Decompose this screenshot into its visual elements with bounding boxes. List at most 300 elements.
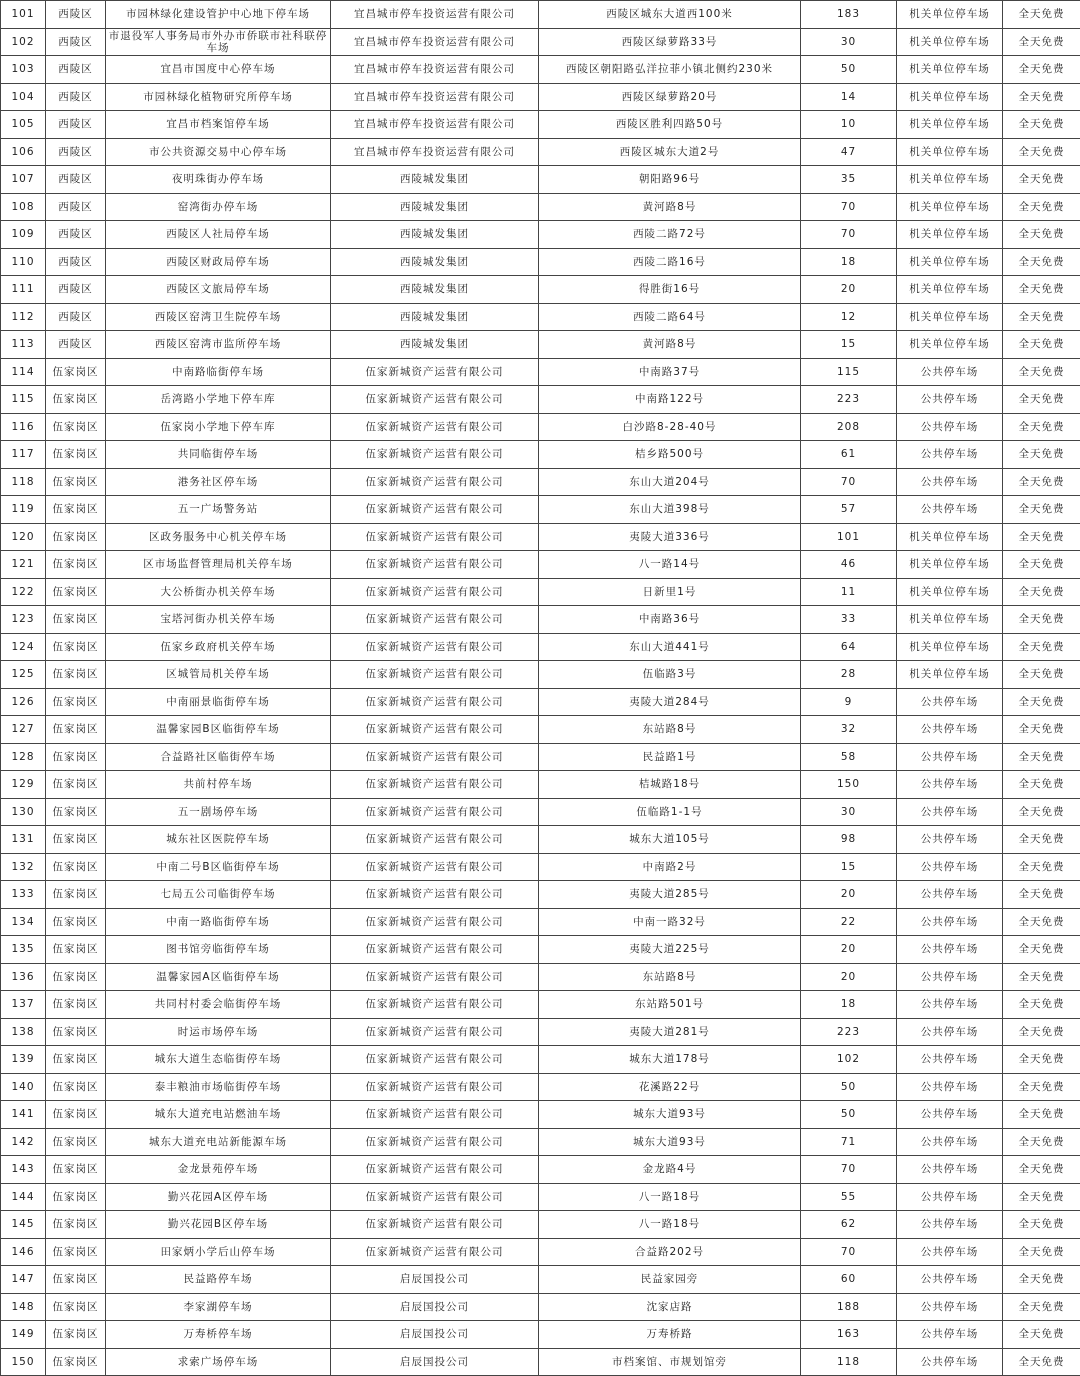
district-cell: 伍家岗区 bbox=[46, 496, 106, 524]
row-number-cell: 124 bbox=[1, 633, 46, 661]
fee-cell: 全天免费 bbox=[1003, 1073, 1080, 1101]
parking-type-cell: 公共停车场 bbox=[897, 936, 1003, 964]
parking-lot-name-cell: 中南二号B区临街停车场 bbox=[106, 853, 331, 881]
fee-cell: 全天免费 bbox=[1003, 358, 1080, 386]
table-row bbox=[1, 551, 1080, 579]
parking-type-cell: 公共停车场 bbox=[897, 386, 1003, 414]
row-number-cell: 107 bbox=[1, 166, 46, 194]
table-row bbox=[1, 1156, 1080, 1184]
table-row bbox=[1, 138, 1080, 166]
space-count-cell: 10 bbox=[801, 111, 897, 139]
row-number-cell: 105 bbox=[1, 111, 46, 139]
district-cell: 伍家岗区 bbox=[46, 771, 106, 799]
fee-cell: 全天免费 bbox=[1003, 688, 1080, 716]
address-cell: 中南路2号 bbox=[539, 853, 801, 881]
space-count-cell: 60 bbox=[801, 1266, 897, 1294]
parking-lot-name-cell: 求索广场停车场 bbox=[106, 1348, 331, 1376]
table-row bbox=[1, 166, 1080, 194]
operator-cell: 伍家新城资产运营有限公司 bbox=[331, 1073, 539, 1101]
space-count-cell: 163 bbox=[801, 1321, 897, 1349]
parking-type-cell: 公共停车场 bbox=[897, 826, 1003, 854]
space-count-cell: 150 bbox=[801, 771, 897, 799]
district-cell: 伍家岗区 bbox=[46, 991, 106, 1019]
parking-lot-name-cell: 城东大道充电站燃油车场 bbox=[106, 1101, 331, 1129]
table-row bbox=[1, 1238, 1080, 1266]
table-row bbox=[1, 1348, 1080, 1376]
space-count-cell: 28 bbox=[801, 661, 897, 689]
parking-type-cell: 机关单位停车场 bbox=[897, 633, 1003, 661]
table-row bbox=[1, 386, 1080, 414]
fee-cell: 全天免费 bbox=[1003, 1101, 1080, 1129]
fee-cell: 全天免费 bbox=[1003, 386, 1080, 414]
parking-type-cell: 公共停车场 bbox=[897, 853, 1003, 881]
address-cell: 伍临路1-1号 bbox=[539, 798, 801, 826]
row-number-cell: 109 bbox=[1, 221, 46, 249]
table-body bbox=[1, 1, 1080, 1376]
row-number-cell: 116 bbox=[1, 413, 46, 441]
table-row bbox=[1, 633, 1080, 661]
row-number-cell: 114 bbox=[1, 358, 46, 386]
district-cell: 伍家岗区 bbox=[46, 1183, 106, 1211]
fee-cell: 全天免费 bbox=[1003, 1211, 1080, 1239]
operator-cell: 宜昌城市停车投资运营有限公司 bbox=[331, 138, 539, 166]
address-cell: 市档案馆、市规划馆旁 bbox=[539, 1348, 801, 1376]
parking-type-cell: 公共停车场 bbox=[897, 1018, 1003, 1046]
address-cell: 夷陵大道336号 bbox=[539, 523, 801, 551]
district-cell: 伍家岗区 bbox=[46, 1321, 106, 1349]
address-cell: 沈家店路 bbox=[539, 1293, 801, 1321]
space-count-cell: 57 bbox=[801, 496, 897, 524]
table-row bbox=[1, 853, 1080, 881]
district-cell: 伍家岗区 bbox=[46, 1073, 106, 1101]
row-number-cell: 123 bbox=[1, 606, 46, 634]
address-cell: 黄河路8号 bbox=[539, 331, 801, 359]
row-number-cell: 127 bbox=[1, 716, 46, 744]
row-number-cell: 113 bbox=[1, 331, 46, 359]
district-cell: 西陵区 bbox=[46, 221, 106, 249]
table-row bbox=[1, 276, 1080, 304]
row-number-cell: 125 bbox=[1, 661, 46, 689]
operator-cell: 宜昌城市停车投资运营有限公司 bbox=[331, 28, 539, 56]
fee-cell: 全天免费 bbox=[1003, 1156, 1080, 1184]
parking-type-cell: 公共停车场 bbox=[897, 771, 1003, 799]
space-count-cell: 11 bbox=[801, 578, 897, 606]
parking-type-cell: 公共停车场 bbox=[897, 1101, 1003, 1129]
fee-cell: 全天免费 bbox=[1003, 138, 1080, 166]
operator-cell: 伍家新城资产运营有限公司 bbox=[331, 936, 539, 964]
parking-lot-name-cell: 共同临街停车场 bbox=[106, 441, 331, 469]
space-count-cell: 70 bbox=[801, 193, 897, 221]
district-cell: 伍家岗区 bbox=[46, 881, 106, 909]
fee-cell: 全天免费 bbox=[1003, 606, 1080, 634]
fee-cell: 全天免费 bbox=[1003, 166, 1080, 194]
parking-type-cell: 机关单位停车场 bbox=[897, 193, 1003, 221]
operator-cell: 伍家新城资产运营有限公司 bbox=[331, 523, 539, 551]
address-cell: 民益家园旁 bbox=[539, 1266, 801, 1294]
district-cell: 伍家岗区 bbox=[46, 798, 106, 826]
space-count-cell: 47 bbox=[801, 138, 897, 166]
operator-cell: 宜昌城市停车投资运营有限公司 bbox=[331, 83, 539, 111]
district-cell: 伍家岗区 bbox=[46, 413, 106, 441]
operator-cell: 启辰国投公司 bbox=[331, 1321, 539, 1349]
operator-cell: 伍家新城资产运营有限公司 bbox=[331, 826, 539, 854]
space-count-cell: 12 bbox=[801, 303, 897, 331]
district-cell: 伍家岗区 bbox=[46, 386, 106, 414]
district-cell: 西陵区 bbox=[46, 28, 106, 56]
parking-lot-name-cell: 宜昌市国度中心停车场 bbox=[106, 56, 331, 84]
row-number-cell: 131 bbox=[1, 826, 46, 854]
address-cell: 万寿桥路 bbox=[539, 1321, 801, 1349]
address-cell: 黄河路8号 bbox=[539, 193, 801, 221]
parking-lot-name-cell: 时运市场停车场 bbox=[106, 1018, 331, 1046]
fee-cell: 全天免费 bbox=[1003, 468, 1080, 496]
table-row bbox=[1, 908, 1080, 936]
row-number-cell: 101 bbox=[1, 1, 46, 29]
space-count-cell: 15 bbox=[801, 853, 897, 881]
district-cell: 伍家岗区 bbox=[46, 1293, 106, 1321]
space-count-cell: 98 bbox=[801, 826, 897, 854]
parking-lot-name-cell: 金龙景苑停车场 bbox=[106, 1156, 331, 1184]
operator-cell: 启辰国投公司 bbox=[331, 1348, 539, 1376]
address-cell: 西陵区朝阳路弘洋拉菲小镇北侧约230米 bbox=[539, 56, 801, 84]
space-count-cell: 32 bbox=[801, 716, 897, 744]
district-cell: 伍家岗区 bbox=[46, 578, 106, 606]
district-cell: 伍家岗区 bbox=[46, 523, 106, 551]
parking-lot-name-cell: 市公共资源交易中心停车场 bbox=[106, 138, 331, 166]
table-row bbox=[1, 578, 1080, 606]
district-cell: 伍家岗区 bbox=[46, 551, 106, 579]
table-row bbox=[1, 1211, 1080, 1239]
district-cell: 伍家岗区 bbox=[46, 1211, 106, 1239]
space-count-cell: 102 bbox=[801, 1046, 897, 1074]
fee-cell: 全天免费 bbox=[1003, 771, 1080, 799]
row-number-cell: 141 bbox=[1, 1101, 46, 1129]
table-row bbox=[1, 936, 1080, 964]
operator-cell: 伍家新城资产运营有限公司 bbox=[331, 1238, 539, 1266]
table-row bbox=[1, 716, 1080, 744]
table-row bbox=[1, 1266, 1080, 1294]
fee-cell: 全天免费 bbox=[1003, 56, 1080, 84]
parking-type-cell: 公共停车场 bbox=[897, 1046, 1003, 1074]
parking-lot-name-cell: 港务社区停车场 bbox=[106, 468, 331, 496]
row-number-cell: 133 bbox=[1, 881, 46, 909]
address-cell: 夷陵大道285号 bbox=[539, 881, 801, 909]
district-cell: 西陵区 bbox=[46, 138, 106, 166]
parking-lot-name-cell: 民益路停车场 bbox=[106, 1266, 331, 1294]
row-number-cell: 106 bbox=[1, 138, 46, 166]
table-row bbox=[1, 111, 1080, 139]
fee-cell: 全天免费 bbox=[1003, 83, 1080, 111]
parking-type-cell: 机关单位停车场 bbox=[897, 83, 1003, 111]
operator-cell: 西陵城发集团 bbox=[331, 193, 539, 221]
parking-type-cell: 机关单位停车场 bbox=[897, 111, 1003, 139]
operator-cell: 伍家新城资产运营有限公司 bbox=[331, 386, 539, 414]
district-cell: 伍家岗区 bbox=[46, 661, 106, 689]
fee-cell: 全天免费 bbox=[1003, 221, 1080, 249]
row-number-cell: 119 bbox=[1, 496, 46, 524]
district-cell: 伍家岗区 bbox=[46, 606, 106, 634]
operator-cell: 宜昌城市停车投资运营有限公司 bbox=[331, 1, 539, 29]
parking-lot-name-cell: 田家炳小学后山停车场 bbox=[106, 1238, 331, 1266]
district-cell: 伍家岗区 bbox=[46, 1101, 106, 1129]
operator-cell: 伍家新城资产运营有限公司 bbox=[331, 1046, 539, 1074]
operator-cell: 伍家新城资产运营有限公司 bbox=[331, 688, 539, 716]
fee-cell: 全天免费 bbox=[1003, 276, 1080, 304]
fee-cell: 全天免费 bbox=[1003, 1, 1080, 29]
address-cell: 西陵区城东大道2号 bbox=[539, 138, 801, 166]
parking-type-cell: 机关单位停车场 bbox=[897, 1, 1003, 29]
district-cell: 伍家岗区 bbox=[46, 826, 106, 854]
district-cell: 伍家岗区 bbox=[46, 1238, 106, 1266]
row-number-cell: 149 bbox=[1, 1321, 46, 1349]
address-cell: 日新里1号 bbox=[539, 578, 801, 606]
parking-lot-name-cell: 伍家乡政府机关停车场 bbox=[106, 633, 331, 661]
operator-cell: 伍家新城资产运营有限公司 bbox=[331, 358, 539, 386]
address-cell: 城东大道105号 bbox=[539, 826, 801, 854]
row-number-cell: 146 bbox=[1, 1238, 46, 1266]
row-number-cell: 138 bbox=[1, 1018, 46, 1046]
table-row bbox=[1, 56, 1080, 84]
district-cell: 伍家岗区 bbox=[46, 468, 106, 496]
parking-lot-name-cell: 大公桥街办机关停车场 bbox=[106, 578, 331, 606]
parking-type-cell: 公共停车场 bbox=[897, 1211, 1003, 1239]
operator-cell: 西陵城发集团 bbox=[331, 166, 539, 194]
parking-lot-name-cell: 区政务服务中心机关停车场 bbox=[106, 523, 331, 551]
district-cell: 伍家岗区 bbox=[46, 441, 106, 469]
address-cell: 东站路8号 bbox=[539, 963, 801, 991]
operator-cell: 伍家新城资产运营有限公司 bbox=[331, 413, 539, 441]
parking-type-cell: 公共停车场 bbox=[897, 468, 1003, 496]
space-count-cell: 70 bbox=[801, 1238, 897, 1266]
row-number-cell: 137 bbox=[1, 991, 46, 1019]
space-count-cell: 46 bbox=[801, 551, 897, 579]
table-row bbox=[1, 248, 1080, 276]
address-cell: 东山大道441号 bbox=[539, 633, 801, 661]
fee-cell: 全天免费 bbox=[1003, 441, 1080, 469]
parking-lot-name-cell: 共同村村委会临街停车场 bbox=[106, 991, 331, 1019]
fee-cell: 全天免费 bbox=[1003, 798, 1080, 826]
address-cell: 中南路122号 bbox=[539, 386, 801, 414]
row-number-cell: 145 bbox=[1, 1211, 46, 1239]
district-cell: 西陵区 bbox=[46, 1, 106, 29]
parking-lot-name-cell: 城东大道充电站新能源车场 bbox=[106, 1128, 331, 1156]
address-cell: 西陵区胜利四路50号 bbox=[539, 111, 801, 139]
district-cell: 伍家岗区 bbox=[46, 688, 106, 716]
fee-cell: 全天免费 bbox=[1003, 826, 1080, 854]
fee-cell: 全天免费 bbox=[1003, 1183, 1080, 1211]
table-row bbox=[1, 1183, 1080, 1211]
parking-lot-name-cell: 区市场监督管理局机关停车场 bbox=[106, 551, 331, 579]
parking-type-cell: 机关单位停车场 bbox=[897, 221, 1003, 249]
parking-lot-name-cell: 西陵区窑湾卫生院停车场 bbox=[106, 303, 331, 331]
table-row bbox=[1, 991, 1080, 1019]
parking-type-cell: 机关单位停车场 bbox=[897, 303, 1003, 331]
operator-cell: 宜昌城市停车投资运营有限公司 bbox=[331, 111, 539, 139]
operator-cell: 伍家新城资产运营有限公司 bbox=[331, 1156, 539, 1184]
address-cell: 八一路18号 bbox=[539, 1183, 801, 1211]
fee-cell: 全天免费 bbox=[1003, 908, 1080, 936]
table-row bbox=[1, 28, 1080, 56]
parking-type-cell: 机关单位停车场 bbox=[897, 331, 1003, 359]
parking-lot-name-cell: 图书馆旁临街停车场 bbox=[106, 936, 331, 964]
table-row bbox=[1, 661, 1080, 689]
address-cell: 八一路18号 bbox=[539, 1211, 801, 1239]
address-cell: 伍临路3号 bbox=[539, 661, 801, 689]
table-row bbox=[1, 743, 1080, 771]
operator-cell: 伍家新城资产运营有限公司 bbox=[331, 468, 539, 496]
row-number-cell: 110 bbox=[1, 248, 46, 276]
address-cell: 民益路1号 bbox=[539, 743, 801, 771]
table-row bbox=[1, 303, 1080, 331]
parking-lot-name-cell: 区城管局机关停车场 bbox=[106, 661, 331, 689]
district-cell: 伍家岗区 bbox=[46, 633, 106, 661]
fee-cell: 全天免费 bbox=[1003, 1321, 1080, 1349]
space-count-cell: 188 bbox=[801, 1293, 897, 1321]
space-count-cell: 71 bbox=[801, 1128, 897, 1156]
district-cell: 西陵区 bbox=[46, 166, 106, 194]
address-cell: 城东大道178号 bbox=[539, 1046, 801, 1074]
address-cell: 夷陵大道225号 bbox=[539, 936, 801, 964]
address-cell: 夷陵大道284号 bbox=[539, 688, 801, 716]
district-cell: 西陵区 bbox=[46, 193, 106, 221]
operator-cell: 伍家新城资产运营有限公司 bbox=[331, 633, 539, 661]
space-count-cell: 115 bbox=[801, 358, 897, 386]
fee-cell: 全天免费 bbox=[1003, 1046, 1080, 1074]
fee-cell: 全天免费 bbox=[1003, 936, 1080, 964]
fee-cell: 全天免费 bbox=[1003, 111, 1080, 139]
space-count-cell: 50 bbox=[801, 56, 897, 84]
parking-type-cell: 机关单位停车场 bbox=[897, 56, 1003, 84]
district-cell: 西陵区 bbox=[46, 276, 106, 304]
parking-lot-name-cell: 五一广场警务站 bbox=[106, 496, 331, 524]
parking-type-cell: 机关单位停车场 bbox=[897, 248, 1003, 276]
row-number-cell: 122 bbox=[1, 578, 46, 606]
operator-cell: 伍家新城资产运营有限公司 bbox=[331, 716, 539, 744]
table-row bbox=[1, 881, 1080, 909]
table-row bbox=[1, 221, 1080, 249]
district-cell: 伍家岗区 bbox=[46, 936, 106, 964]
operator-cell: 伍家新城资产运营有限公司 bbox=[331, 551, 539, 579]
space-count-cell: 208 bbox=[801, 413, 897, 441]
district-cell: 西陵区 bbox=[46, 111, 106, 139]
district-cell: 伍家岗区 bbox=[46, 1128, 106, 1156]
parking-lot-name-cell: 岳湾路小学地下停车库 bbox=[106, 386, 331, 414]
parking-type-cell: 公共停车场 bbox=[897, 688, 1003, 716]
parking-type-cell: 机关单位停车场 bbox=[897, 606, 1003, 634]
space-count-cell: 70 bbox=[801, 1156, 897, 1184]
district-cell: 伍家岗区 bbox=[46, 1348, 106, 1376]
address-cell: 合益路202号 bbox=[539, 1238, 801, 1266]
address-cell: 金龙路4号 bbox=[539, 1156, 801, 1184]
operator-cell: 伍家新城资产运营有限公司 bbox=[331, 496, 539, 524]
fee-cell: 全天免费 bbox=[1003, 413, 1080, 441]
parking-lot-name-cell: 西陵区窑湾市监所停车场 bbox=[106, 331, 331, 359]
parking-lot-name-cell: 宝塔河街办机关停车场 bbox=[106, 606, 331, 634]
address-cell: 夷陵大道281号 bbox=[539, 1018, 801, 1046]
district-cell: 伍家岗区 bbox=[46, 1046, 106, 1074]
operator-cell: 伍家新城资产运营有限公司 bbox=[331, 881, 539, 909]
operator-cell: 启辰国投公司 bbox=[331, 1266, 539, 1294]
address-cell: 中南路37号 bbox=[539, 358, 801, 386]
operator-cell: 伍家新城资产运营有限公司 bbox=[331, 606, 539, 634]
operator-cell: 西陵城发集团 bbox=[331, 303, 539, 331]
fee-cell: 全天免费 bbox=[1003, 716, 1080, 744]
table-row bbox=[1, 1128, 1080, 1156]
parking-type-cell: 公共停车场 bbox=[897, 1128, 1003, 1156]
fee-cell: 全天免费 bbox=[1003, 743, 1080, 771]
row-number-cell: 140 bbox=[1, 1073, 46, 1101]
parking-type-cell: 机关单位停车场 bbox=[897, 28, 1003, 56]
fee-cell: 全天免费 bbox=[1003, 193, 1080, 221]
parking-type-cell: 机关单位停车场 bbox=[897, 523, 1003, 551]
parking-type-cell: 公共停车场 bbox=[897, 358, 1003, 386]
row-number-cell: 139 bbox=[1, 1046, 46, 1074]
address-cell: 八一路14号 bbox=[539, 551, 801, 579]
space-count-cell: 30 bbox=[801, 28, 897, 56]
space-count-cell: 58 bbox=[801, 743, 897, 771]
row-number-cell: 147 bbox=[1, 1266, 46, 1294]
row-number-cell: 112 bbox=[1, 303, 46, 331]
row-number-cell: 130 bbox=[1, 798, 46, 826]
parking-type-cell: 机关单位停车场 bbox=[897, 578, 1003, 606]
operator-cell: 伍家新城资产运营有限公司 bbox=[331, 853, 539, 881]
operator-cell: 伍家新城资产运营有限公司 bbox=[331, 1101, 539, 1129]
row-number-cell: 135 bbox=[1, 936, 46, 964]
space-count-cell: 50 bbox=[801, 1073, 897, 1101]
row-number-cell: 126 bbox=[1, 688, 46, 716]
space-count-cell: 118 bbox=[801, 1348, 897, 1376]
row-number-cell: 117 bbox=[1, 441, 46, 469]
district-cell: 西陵区 bbox=[46, 331, 106, 359]
address-cell: 得胜街16号 bbox=[539, 276, 801, 304]
fee-cell: 全天免费 bbox=[1003, 28, 1080, 56]
table-row bbox=[1, 688, 1080, 716]
parking-type-cell: 公共停车场 bbox=[897, 1348, 1003, 1376]
table-row bbox=[1, 1321, 1080, 1349]
parking-lot-name-cell: 合益路社区临街停车场 bbox=[106, 743, 331, 771]
fee-cell: 全天免费 bbox=[1003, 523, 1080, 551]
fee-cell: 全天免费 bbox=[1003, 1018, 1080, 1046]
parking-type-cell: 公共停车场 bbox=[897, 1073, 1003, 1101]
district-cell: 伍家岗区 bbox=[46, 358, 106, 386]
parking-type-cell: 公共停车场 bbox=[897, 413, 1003, 441]
row-number-cell: 144 bbox=[1, 1183, 46, 1211]
table-row bbox=[1, 358, 1080, 386]
table-row bbox=[1, 523, 1080, 551]
fee-cell: 全天免费 bbox=[1003, 248, 1080, 276]
space-count-cell: 30 bbox=[801, 798, 897, 826]
parking-type-cell: 机关单位停车场 bbox=[897, 276, 1003, 304]
table-row bbox=[1, 1293, 1080, 1321]
address-cell: 西陵二路16号 bbox=[539, 248, 801, 276]
space-count-cell: 62 bbox=[801, 1211, 897, 1239]
space-count-cell: 15 bbox=[801, 331, 897, 359]
address-cell: 西陵二路64号 bbox=[539, 303, 801, 331]
operator-cell: 西陵城发集团 bbox=[331, 248, 539, 276]
space-count-cell: 35 bbox=[801, 166, 897, 194]
address-cell: 白沙路8-28-40号 bbox=[539, 413, 801, 441]
operator-cell: 伍家新城资产运营有限公司 bbox=[331, 1128, 539, 1156]
district-cell: 西陵区 bbox=[46, 56, 106, 84]
parking-lot-name-cell: 勤兴花园A区停车场 bbox=[106, 1183, 331, 1211]
operator-cell: 启辰国投公司 bbox=[331, 1293, 539, 1321]
parking-lot-name-cell: 市园林绿化建设管护中心地下停车场 bbox=[106, 1, 331, 29]
space-count-cell: 70 bbox=[801, 221, 897, 249]
fee-cell: 全天免费 bbox=[1003, 881, 1080, 909]
table-row bbox=[1, 331, 1080, 359]
address-cell: 中南一路32号 bbox=[539, 908, 801, 936]
parking-type-cell: 公共停车场 bbox=[897, 441, 1003, 469]
